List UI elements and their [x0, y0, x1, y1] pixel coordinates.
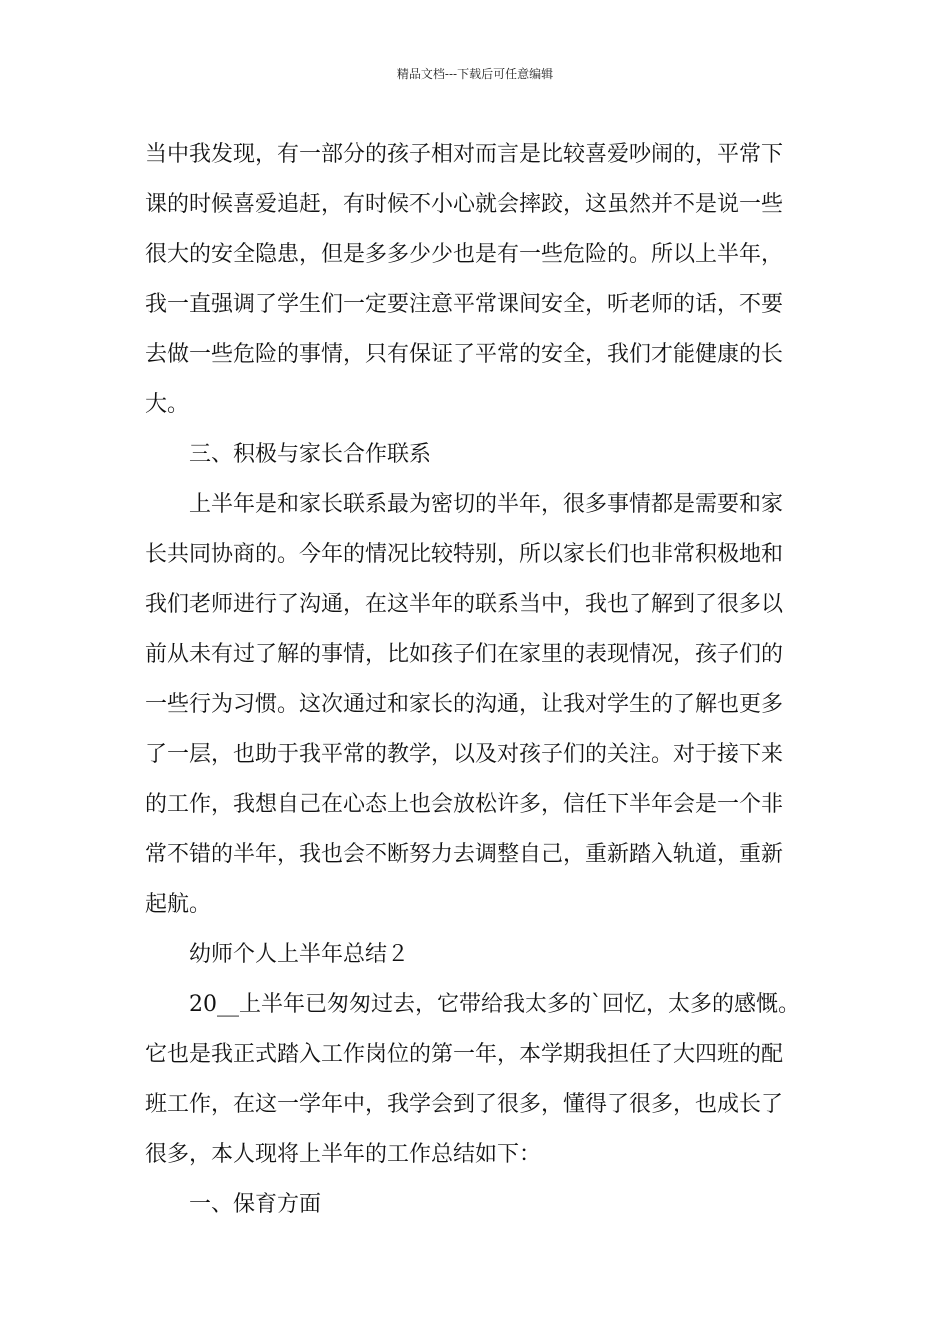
- text-line: 20__上半年已匆匆过去，它带给我太多的`回忆，太多的感慨。: [189, 992, 800, 1017]
- text-line: 上半年是和家长联系最为密切的半年，很多事情都是需要和家: [189, 492, 784, 517]
- text-line: 班工作，在这一学年中，我学会到了很多，懂得了很多，也成长了: [145, 1092, 784, 1117]
- text-line: 了一层，也助于我平常的教学，以及对孩子们的关注。对于接下来: [145, 742, 784, 767]
- text-line: 很多，本人现将上半年的工作总结如下：: [145, 1142, 542, 1167]
- document-title: [145, 930, 810, 980]
- paragraph: [145, 980, 810, 1180]
- text-line: 很大的安全隐患，但是多多少少也是有一些危险的。所以上半年，: [145, 242, 784, 267]
- section-heading-text: 三、积极与家长合作联系: [189, 442, 432, 467]
- text-line: 一些行为习惯。这次通过和家长的沟通，让我对学生的了解也更多: [145, 692, 784, 717]
- text-line: 长共同协商的。今年的情况比较特别，所以家长们也非常积极地和: [145, 542, 784, 567]
- text-line: 当中我发现，有一部分的孩子相对而言是比较喜爱吵闹的，平常下: [145, 142, 784, 167]
- text-line: 的工作，我想自己在心态上也会放松许多，信任下半年会是一个非: [145, 792, 784, 817]
- title-text: 幼师个人上半年总结２: [189, 942, 410, 967]
- text-line: 前从未有过了解的事情，比如孩子们在家里的表现情况，孩子们的: [145, 642, 784, 667]
- text-line: 常不错的半年，我也会不断努力去调整自己，重新踏入轨道，重新: [145, 842, 784, 867]
- text-line: 课的时候喜爱追赶，有时候不小心就会摔跤，这虽然并不是说一些: [145, 192, 784, 217]
- paragraph: [145, 130, 810, 430]
- section-heading: [145, 430, 810, 480]
- paragraph: [145, 480, 810, 930]
- text-line: 去做一些危险的事情，只有保证了平常的安全，我们才能健康的长: [145, 342, 784, 367]
- section-heading-text: 一、保育方面: [189, 1192, 322, 1217]
- document-body: [145, 130, 810, 1230]
- text-line: 它也是我正式踏入工作岗位的第一年，本学期我担任了大四班的配: [145, 1042, 784, 1067]
- text-line: 起航。: [145, 892, 212, 917]
- text-line: 大。: [145, 392, 190, 417]
- text-line: 我一直强调了学生们一定要注意平常课间安全，听老师的话，不要: [145, 292, 784, 317]
- section-heading: [145, 1180, 810, 1230]
- text-line: 我们老师进行了沟通，在这半年的联系当中，我也了解到了很多以: [145, 592, 784, 617]
- page-header: 精品文档---下载后可任意编辑: [396, 67, 554, 81]
